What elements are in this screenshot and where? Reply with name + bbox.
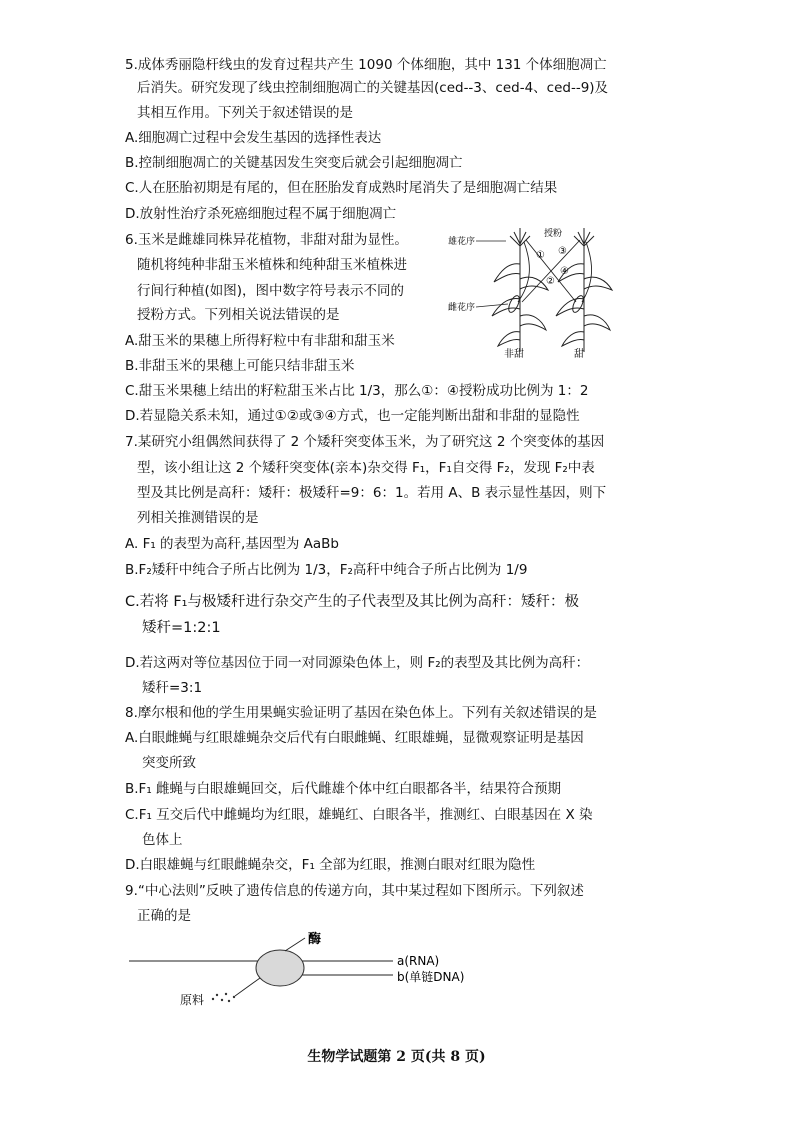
q5-option-d: D.放射性治疗杀死癌细胞过程不属于细胞凋亡: [125, 206, 397, 222]
q6-stem-line4: 授粉方式。下列相关说法错误的是: [137, 307, 340, 323]
raw-material-label: 原料: [180, 993, 205, 1007]
pollination-num-3: ③: [558, 246, 567, 257]
sweet-caption: 甜: [574, 349, 584, 360]
q6-option-b: B.非甜玉米的果穗上可能只结非甜玉米: [125, 358, 355, 374]
q8-stem: 8.摩尔根和他的学生用果蝇实验证明了基因在染色体上。下列有关叙述错误的是: [125, 705, 597, 721]
q9-stem-line1: 9.“中心法则”反映了遗传信息的传递方向，其中某过程如下图所示。下列叙述: [125, 883, 584, 899]
q5-option-b: B.控制细胞凋亡的关键基因发生突变后就会引起细胞凋亡: [125, 155, 463, 171]
q8-option-a-line2: 突变所致: [142, 755, 196, 771]
q7-option-d-line1: D.若这两对等位基因位于同一对同源染色体上，则 F₂的表型及其比例为高秆：: [125, 655, 590, 671]
q7-option-b: B.F₂矮秆中纯合子所占比例为 1/3，F₂高秆中纯合子所占比例为 1/9: [125, 562, 528, 578]
q6-option-d: D.若显隐关系未知，通过①②或③④方式，也一定能判断出甜和非甜的显隐性: [125, 408, 580, 424]
q8-option-a-line1: A.白眼雌蝇与红眼雄蝇杂交后代有白眼雌蝇、红眼雄蝇，显微观察证明是基因: [125, 730, 584, 746]
non-sweet-plant: [492, 228, 548, 352]
corn-pollination-figure: [448, 224, 623, 364]
male-inflorescence-label: 雄花序: [448, 237, 476, 247]
q7-option-d-line2: 矮秆=3:1: [142, 680, 203, 696]
q7-stem-line3: 型及其比例是高秆：矮秆：极矮秆=9：6：1。若用 A、B 表示显性基因，则下: [137, 485, 607, 501]
q5-option-c: C.人在胚胎初期是有尾的，但在胚胎发育成熟时尾消失了是细胞凋亡结果: [125, 180, 558, 196]
pollination-arrows: [518, 240, 592, 302]
pollination-num-4: ④: [560, 266, 569, 277]
pollination-num-2: ②: [546, 276, 555, 287]
q8-option-c-line2: 色体上: [142, 832, 183, 848]
q8-option-c-line1: C.F₁ 互交后代中雌蝇均为红眼，雄蝇红、白眼各半，推测红、白眼基因在 X 染: [125, 807, 593, 823]
non-sweet-caption: 非甜: [504, 349, 524, 360]
strand-a-label: a(RNA): [397, 954, 440, 968]
enzyme-ellipse: [256, 950, 304, 986]
q7-option-a: A. F₁ 的表型为高秆,基因型为 AaBb: [125, 536, 339, 552]
pollination-label: 授粉: [544, 229, 563, 239]
q7-option-c-line1: C.若将 F₁与极矮秆进行杂交产生的子代表型及其比例为高秆：矮秆：极: [125, 594, 579, 610]
q6-option-c: C.甜玉米果穗上结出的籽粒甜玉米占比 1/3，那么①：④授粉成功比例为 1：2: [125, 383, 589, 399]
page-footer: 生物学试题第 2 页(共 8 页): [307, 1049, 486, 1065]
q5-stem-line2: 后消失。研究发现了线虫控制细胞凋亡的关键基因(ced--3、ced-4、ced--9)及: [137, 80, 609, 96]
q8-option-b: B.F₁ 雌蝇与白眼雄蝇回交，后代雌雄个体中红白眼都各半，结果符合预期: [125, 781, 562, 797]
q5-option-a: A.细胞凋亡过程中会发生基因的选择性表达: [125, 130, 382, 146]
q8-option-d: D.白眼雄蝇与红眼雌蝇杂交，F₁ 全部为红眼，推测白眼对红眼为隐性: [125, 857, 536, 873]
female-inflorescence-label: 雌花序: [448, 303, 476, 313]
q5-stem-line1: 5.成体秀丽隐杆线虫的发育过程共产生 1090 个体细胞，其中 131 个体细胞凋亡: [125, 57, 607, 73]
q6-stem-line2: 随机将纯种非甜玉米植株和纯种甜玉米植株进: [137, 257, 407, 273]
q7-stem-line1: 7.某研究小组偶然间获得了 2 个矮秆突变体玉米，为了研究这 2 个突变体的基因: [125, 434, 605, 450]
q6-option-a: A.甜玉米的果穗上所得籽粒中有非甜和甜玉米: [125, 333, 395, 349]
q9-stem-line2: 正确的是: [137, 908, 191, 924]
q7-stem-line2: 型，该小组让这 2 个矮秆突变体(亲本)杂交得 F₁，F₁自交得 F₂，发现 F₂中表: [137, 460, 595, 476]
pollination-num-1: ①: [536, 250, 545, 261]
q5-stem-line3: 其相互作用。下列关于叙述错误的是: [137, 105, 353, 121]
strand-b-label: b(单链DNA): [397, 970, 465, 984]
raw-material-dots: [212, 993, 235, 1002]
q6-stem-line1: 6.玉米是雌雄同株异花植物，非甜对甜为显性。: [125, 232, 408, 248]
enzyme-label: 酶: [308, 932, 322, 947]
q6-stem-line3: 行间行种植(如图)，图中数字符号表示不同的: [137, 283, 405, 299]
q7-stem-line4: 列相关推测错误的是: [137, 510, 259, 526]
central-dogma-figure: [125, 928, 485, 1010]
q7-option-c-line2: 矮秆=1:2:1: [142, 620, 221, 636]
